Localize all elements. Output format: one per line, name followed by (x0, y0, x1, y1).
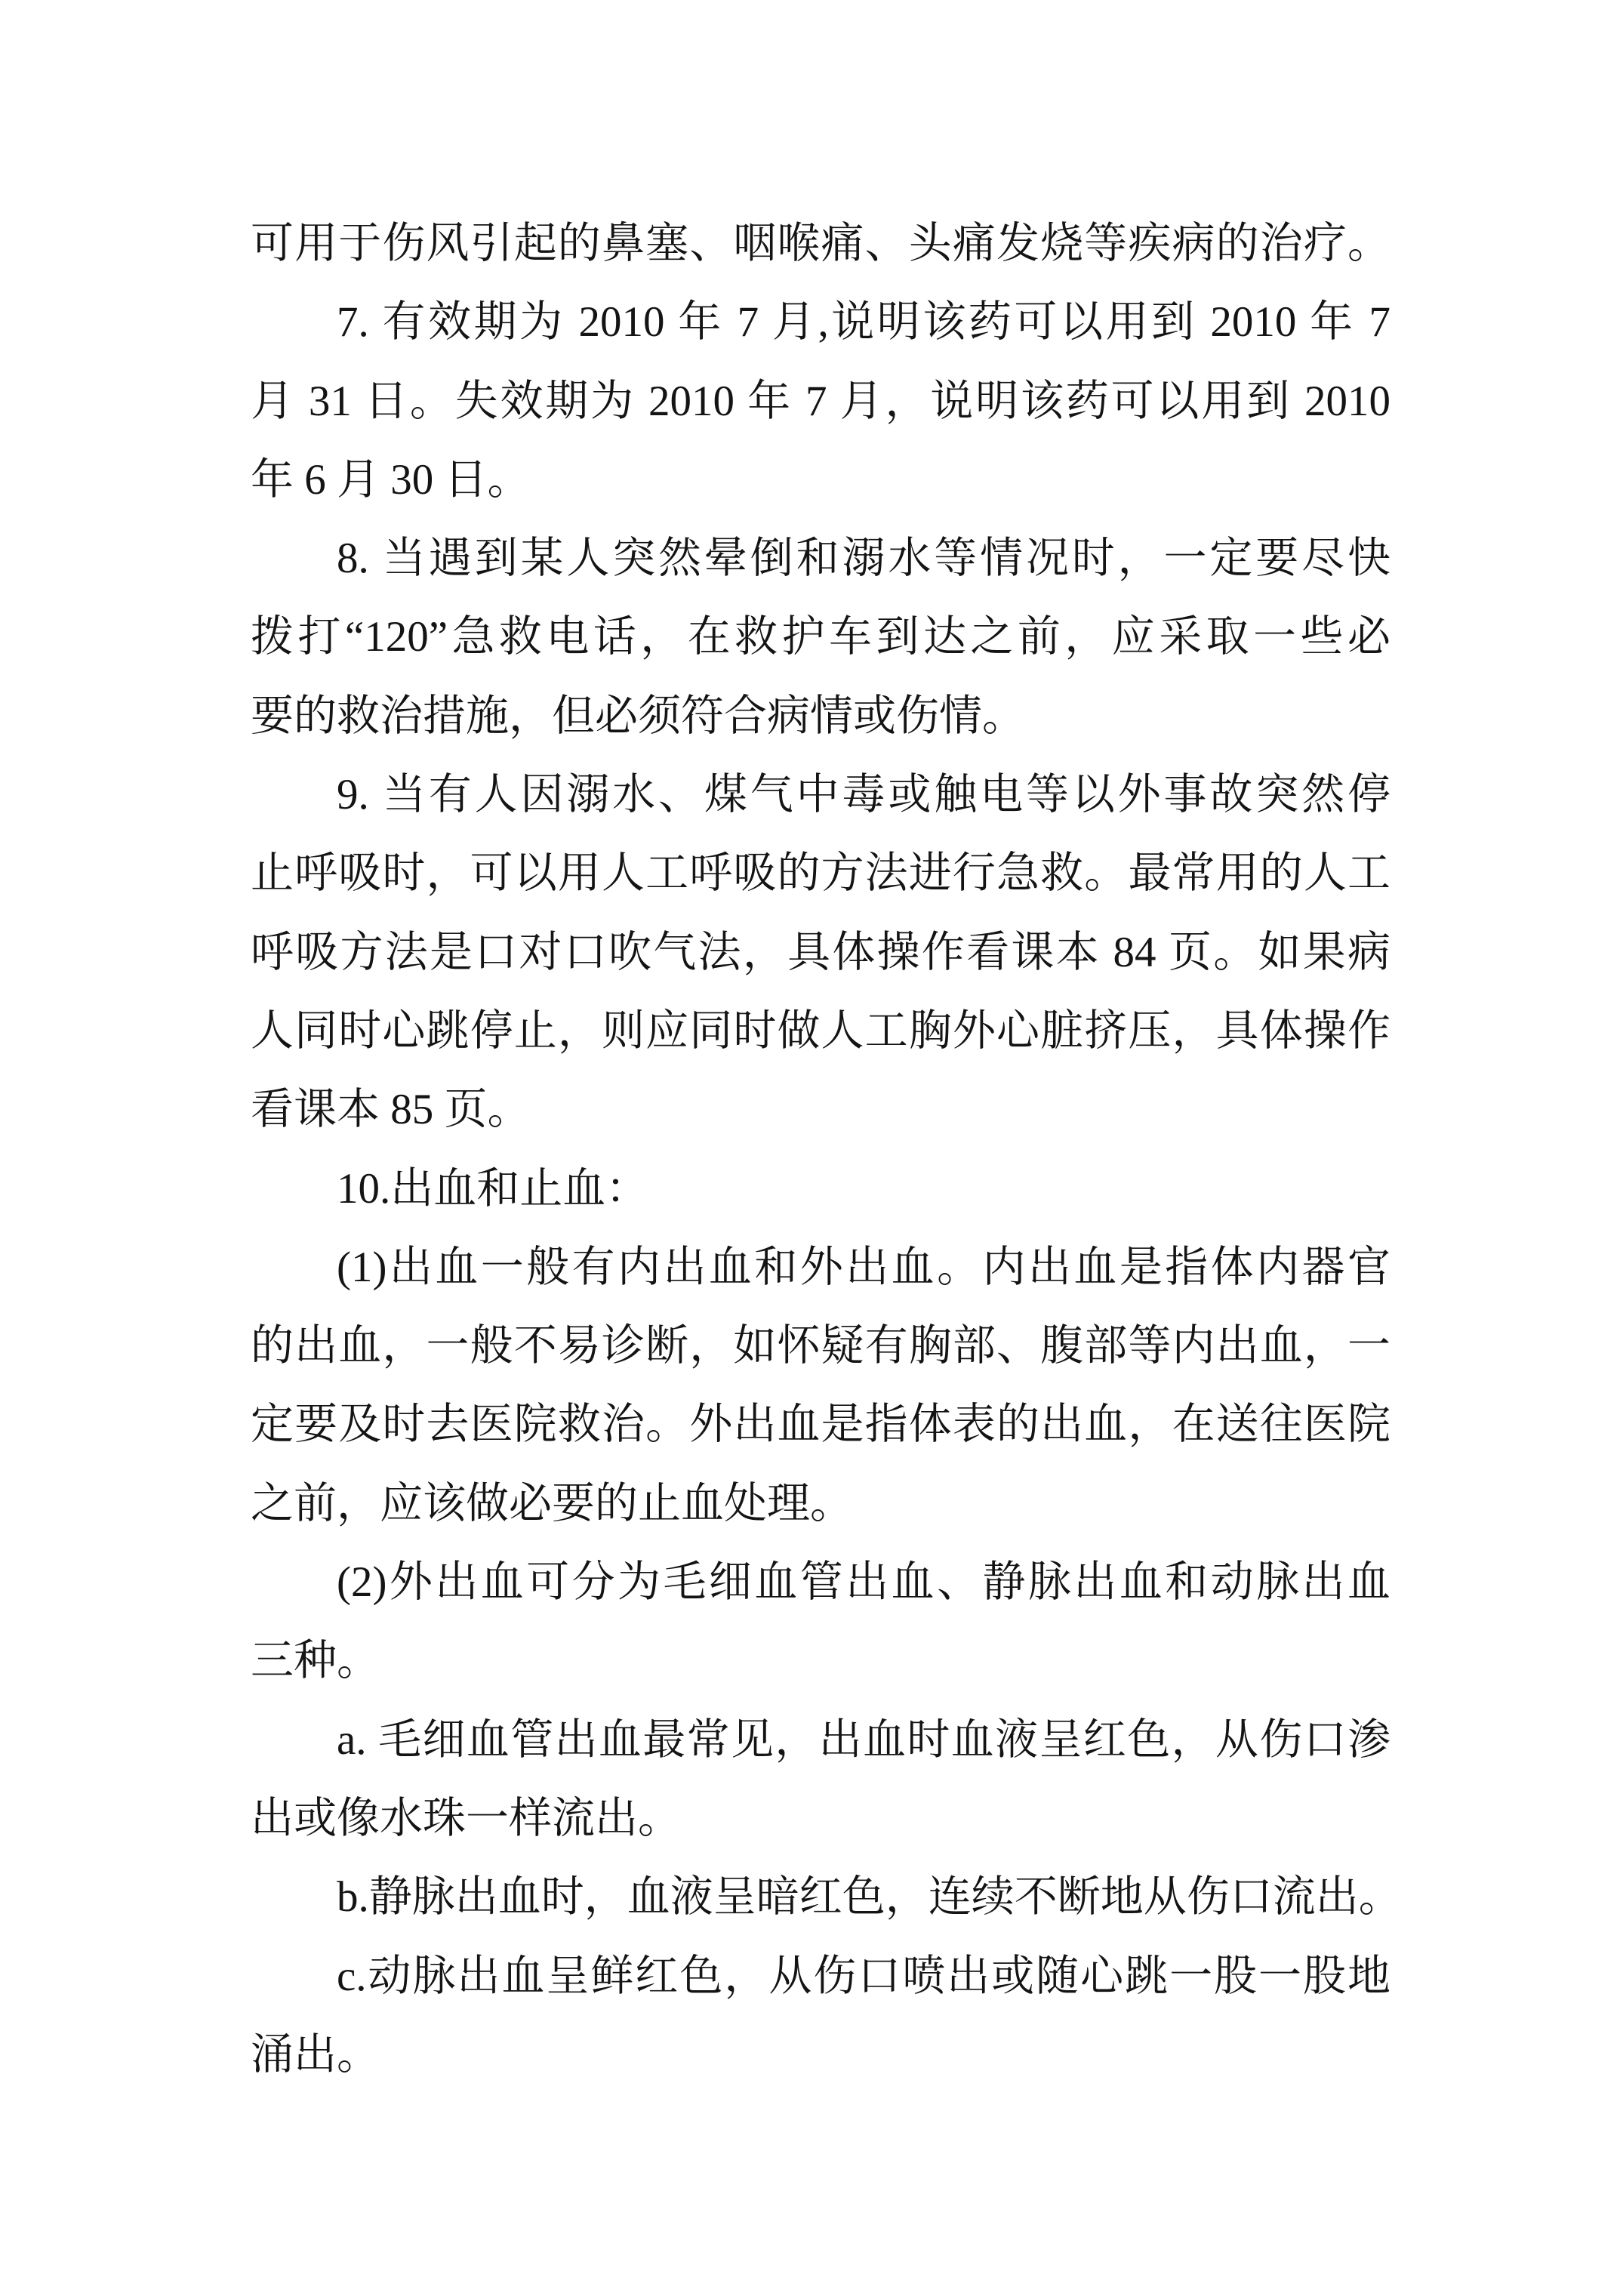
paragraph-subitem-c (251, 1937, 1390, 2095)
text-line: 呼吸方法是口对口吹气法，具体操作看课本 84 页。如果病 (251, 928, 1390, 976)
text-line: 可用于伤风引起的鼻塞、咽喉痛、头痛发烧等疾病的治疗。 (251, 220, 1390, 267)
paragraph-subitem-1 (251, 1228, 1390, 1543)
paragraph-subitem-2 (251, 1543, 1390, 1701)
text-line: 的出血，一般不易诊断，如怀疑有胸部、腹部等内出血，一 (251, 1322, 1390, 1370)
paragraph-continuation (251, 205, 1390, 283)
text-line: 看课本 85 页。 (251, 1086, 531, 1134)
text-line: (2)外出血可分为毛细血管出血、静脉出血和动脉出血 (337, 1558, 1390, 1607)
text-line: 年 6 月 30 日。 (251, 455, 531, 504)
text-line: 拨打“120”急救电话，在救护车到达之前，应采取一些必 (251, 613, 1390, 661)
text-line: 8. 当遇到某人突然晕倒和溺水等情况时，一定要尽快 (337, 535, 1390, 583)
text-line: 7. 有效期为 2010 年 7 月,说明该药可以用到 2010 年 7 (337, 298, 1390, 347)
text-line: a. 毛细血管出血最常见，出血时血液呈红色，从伤口渗 (337, 1715, 1390, 1764)
text-line: 月 31 日。失效期为 2010 年 7 月，说明该药可以用到 2010 (251, 377, 1390, 425)
paragraph-item-8 (251, 519, 1390, 756)
text-line: 定要及时去医院救治。外出血是指体表的出血，在送往医院 (251, 1401, 1390, 1449)
text-line: c.动脉出血呈鲜红色，从伤口喷出或随心跳一股一股地 (337, 1952, 1390, 2000)
text-line: 要的救治措施，但必须符合病情或伤情。 (251, 692, 1025, 740)
section-heading-item-10 (251, 1150, 1390, 1228)
text-line: 止呼吸时，可以用人工呼吸的方法进行急救。最常用的人工 (251, 849, 1390, 898)
text-line: 10.出血和止血： (337, 1164, 649, 1213)
text-line: 人同时心跳停止，则应同时做人工胸外心脏挤压，具体操作 (251, 1006, 1390, 1055)
paragraph-subitem-a (251, 1701, 1390, 1859)
text-line: 涌出。 (251, 2030, 380, 2079)
text-line: b.静脉出血时，血液呈暗红色，连续不断地从伤口流出。 (337, 1873, 1402, 1922)
text-line: 之前，应该做必要的止血处理。 (251, 1479, 853, 1527)
paragraph-subitem-b (251, 1858, 1402, 1937)
text-line: (1)出血一般有内出血和外出血。内出血是指体内器官 (337, 1243, 1390, 1291)
text-line: 出或像水珠一样流出。 (251, 1794, 681, 1842)
paragraph-item-9 (251, 756, 1390, 1149)
body-text (251, 205, 1402, 2094)
text-line: 三种。 (251, 1637, 380, 1685)
text-line: 9. 当有人因溺水、煤气中毒或触电等以外事故突然停 (337, 771, 1390, 819)
paragraph-item-7 (251, 283, 1390, 519)
